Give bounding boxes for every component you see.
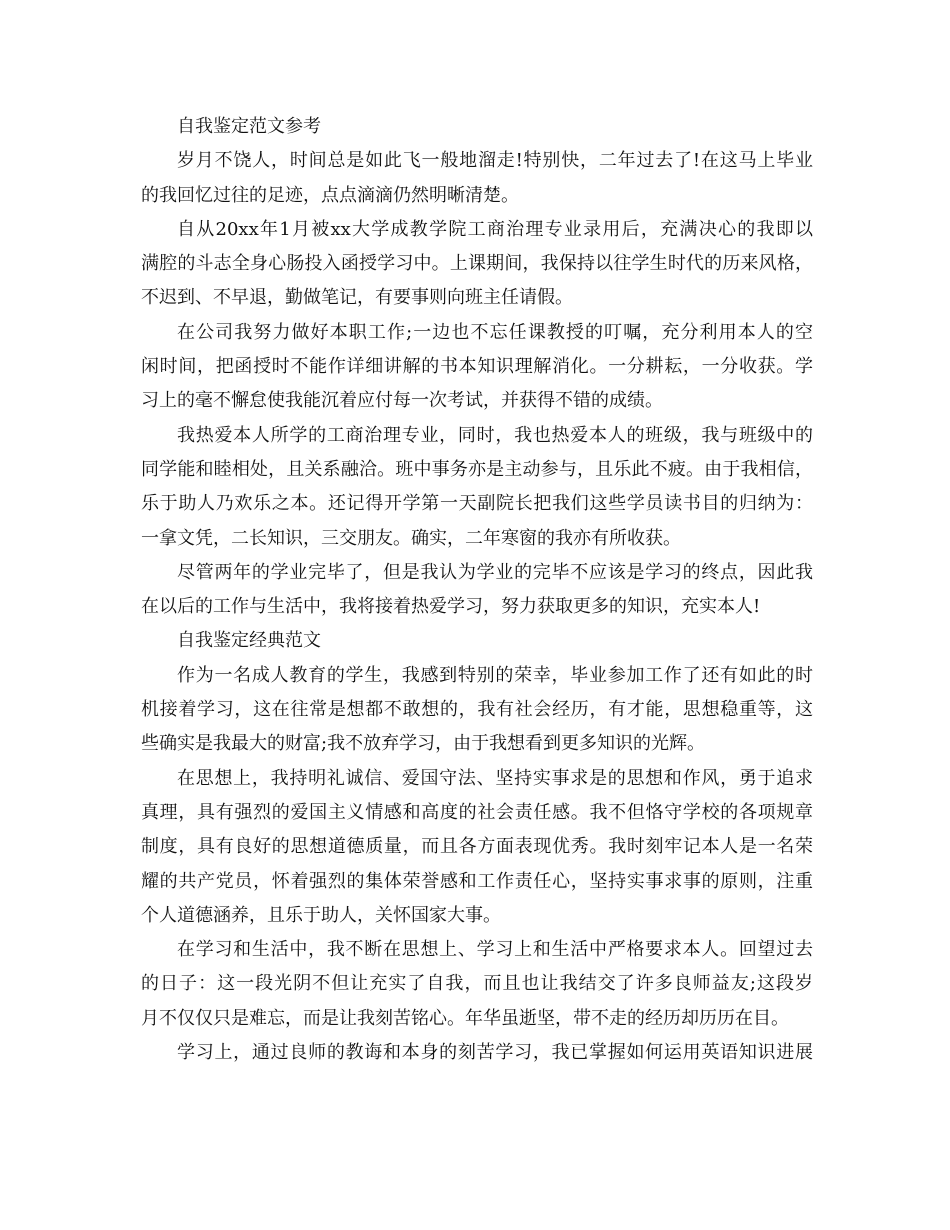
section-heading: 自我鉴定经典范文 [177, 630, 321, 652]
paragraph-line: 在学习和生活中，我不断在思想上、学习上和生活中严格要求本人。回望过去 [177, 939, 813, 961]
paragraph-line: 制度，具有良好的思想道德质量，而且各方面表现优秀。我时刻牢记本人是一名荣 [141, 836, 813, 858]
paragraph-line: 在思想上，我持明礼诚信、爱国守法、坚持实事求是的思想和作风，勇于追求 [177, 767, 813, 789]
section-heading: 自我鉴定范文参考 [177, 116, 321, 137]
paragraph [141, 762, 813, 933]
paragraph [141, 419, 813, 556]
paragraph-line: 真理，具有强烈的爱国主义情感和高度的社会责任感。我不但恪守学校的各项规章 [141, 801, 813, 823]
paragraph-line: 在以后的工作与生活中，我将接着热爱学习，努力获取更多的知识，充实本人! [141, 596, 761, 618]
paragraph-line: 的日子：这一段光阴不但让充实了自我，而且也让我结交了许多良师益友;这段岁 [141, 973, 813, 995]
paragraph [141, 213, 813, 316]
paragraph-line: 岁月不饶人，时间总是如此飞一般地溜走!特别快，二年过去了!在这马上毕业 [177, 150, 813, 172]
paragraph-line: 学习上，通过良师的教诲和本身的刻苦学习，我已掌握如何运用英语知识进展 [177, 1042, 813, 1064]
paragraph [141, 316, 813, 419]
paragraph [141, 659, 813, 762]
paragraph-line: 在公司我努力做好本职工作;一边也不忘任课教授的叮嘱，充分利用本人的空 [177, 321, 813, 343]
paragraph-line: 些确实是我最大的财富;我不放弃学习，由于我想看到更多知识的光辉。 [141, 733, 706, 755]
paragraph [141, 933, 813, 1036]
paragraph-line: 满腔的斗志全身心肠投入函授学习中。上课期间，我保持以往学生时代的历来风格， [141, 253, 813, 275]
paragraph-line: 我热爱本人所学的工商治理专业，同时，我也热爱本人的班级，我与班级中的 [177, 424, 813, 446]
document-body [141, 110, 813, 1070]
paragraph-line: 自从20xx年1月被xx大学成教学院工商治理专业录用后，充满决心的我即以 [177, 218, 813, 240]
paragraph-line: 一拿文凭，二长知识，三交朋友。确实，二年寒窗的我亦有所收获。 [141, 527, 681, 549]
paragraph-line: 月不仅仅只是难忘，而是让我刻苦铭心。年华虽逝坚，带不走的经历却历历在目。 [141, 1007, 789, 1029]
paragraph-line: 耀的共产党员，怀着强烈的集体荣誉感和工作责任心，坚持实事求事的原则，注重 [141, 870, 813, 892]
paragraph-line: 的我回忆过往的足迹，点点滴滴仍然明晰清楚。 [141, 184, 519, 206]
paragraph [141, 556, 813, 625]
paragraph-line: 同学能和睦相处，且关系融洽。班中事务亦是主动参与，且乐此不疲。由于我相信， [141, 458, 813, 480]
paragraph-line: 机接着学习，这在往常是想都不敢想的，我有社会经历，有才能，思想稳重等，这 [141, 699, 813, 721]
paragraph-line: 不迟到、不早退，勤做笔记，有要事则向班主任请假。 [141, 287, 573, 309]
paragraph-line: 乐于助人乃欢乐之本。还记得开学第一天副院长把我们这些学员读书目的归纳为： [141, 493, 813, 515]
paragraph [141, 144, 813, 213]
paragraph-line: 个人道德涵养，且乐于助人，关怀国家大事。 [141, 904, 501, 926]
paragraph-line: 闲时间，把函授时不能作详细讲解的书本知识理解消化。一分耕耘，一分收获。学 [141, 356, 813, 378]
paragraph [141, 1036, 813, 1070]
paragraph-line: 作为一名成人教育的学生，我感到特别的荣幸，毕业参加工作了还有如此的时 [177, 664, 813, 686]
paragraph-line: 尽管两年的学业完毕了，但是我认为学业的完毕不应该是学习的终点，因此我 [177, 561, 813, 583]
paragraph-line: 习上的毫不懈怠使我能沉着应付每一次考试，并获得不错的成绩。 [141, 390, 663, 412]
